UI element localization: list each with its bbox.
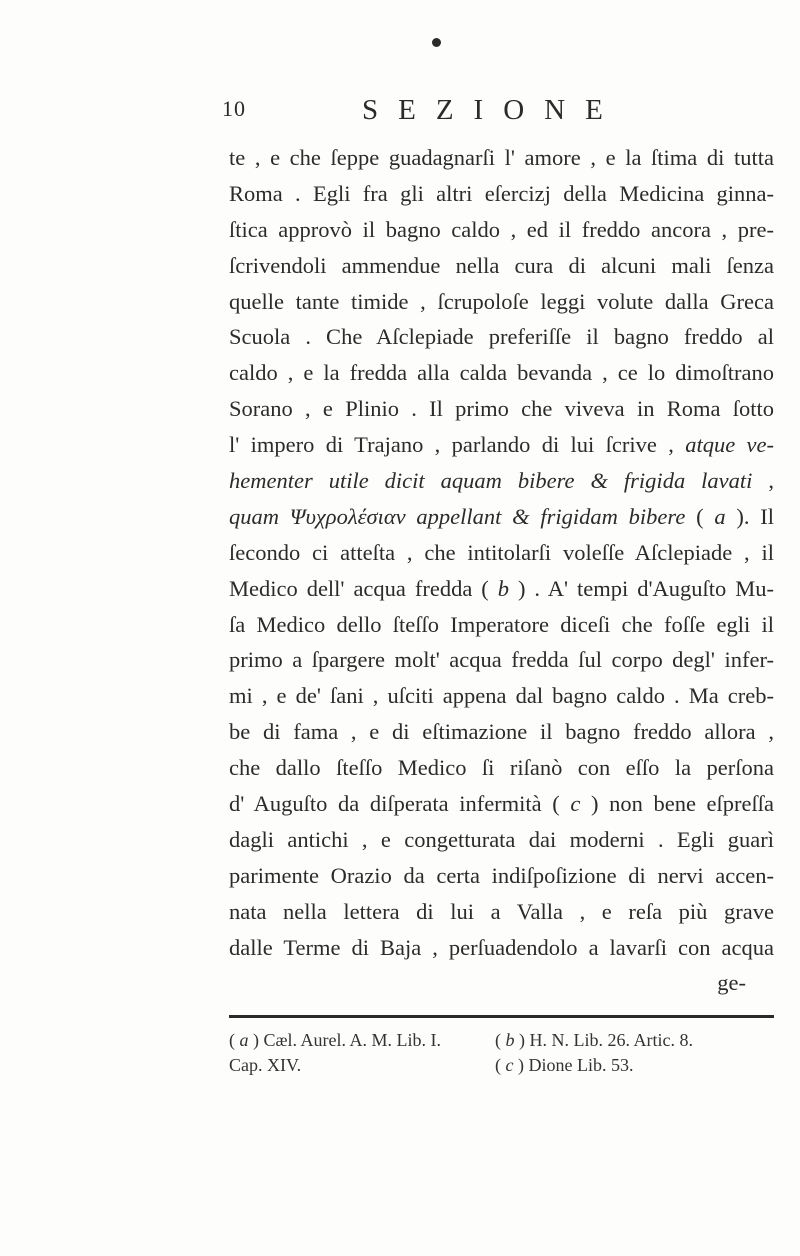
text-run: (: [495, 1055, 506, 1075]
text-run: ſcrivendoli ammendue nella cura di alcuni mali ſenza: [229, 252, 774, 278]
italic-text: a: [714, 503, 726, 529]
italic-text: c: [505, 1055, 514, 1075]
text-line: [229, 965, 774, 1001]
text-line: [229, 463, 774, 499]
footnote-line: [229, 1028, 479, 1053]
text-run: caldo , e la fredda alla calda bevanda , ce lo dimoſtrano: [229, 360, 774, 386]
italic-text: c: [570, 791, 581, 817]
text-line: [229, 427, 774, 463]
text-line: [229, 607, 774, 643]
ink-dot: [432, 38, 441, 47]
text-run: ) non bene eſpreſſa: [580, 791, 774, 817]
text-run: ) . A' tempi d'Auguſto Mu-: [509, 575, 774, 601]
text-line: [229, 284, 774, 320]
text-line: [229, 391, 774, 427]
italic-text: hementer utile dicit aquam bibere & frigida lavati: [229, 468, 753, 494]
text-line: [229, 319, 774, 355]
text-run: nata nella lettera di lui a Valla , e reſa più grave: [229, 898, 774, 924]
text-run: dagli antichi , e congetturata dai moderni . Egli guarì: [229, 826, 774, 852]
text-line: [229, 678, 774, 714]
italic-text: quam Ψυχρολέσιαν appellant & frigidam bibere: [229, 503, 686, 529]
text-run: dalle Terme di Baja , perſuadendolo a lavarſi con acqua: [229, 934, 774, 960]
text-run: primo a ſpargere molt' acqua fredda ſul corpo degl' infer-: [229, 647, 774, 673]
text-run: ge-: [717, 970, 746, 996]
italic-text: a: [239, 1030, 249, 1050]
text-line: [229, 858, 774, 894]
footnote-line: [495, 1053, 785, 1078]
text-line: [229, 786, 774, 822]
footnotes-right: [495, 1028, 785, 1078]
text-line: [229, 212, 774, 248]
text-line: [229, 248, 774, 284]
text-run: (: [685, 503, 715, 529]
footnotes-left: [229, 1028, 479, 1078]
text-run: l' impero di Trajano , parlando di lui ſcrive ,: [229, 432, 686, 458]
text-run: ,: [752, 468, 774, 494]
page-number: 10: [222, 96, 246, 121]
text-run: ſecondo ci atteſta , che intitolarſi voleſſe Aſclepiade , il: [229, 539, 774, 565]
text-run: Sorano , e Plinio . Il primo che viveva in Roma ſotto: [229, 396, 774, 422]
text-run: quelle tante timide , ſcrupoloſe leggi volute dalla Greca: [229, 288, 774, 314]
text-run: ) Cæl. Aurel. A. M. Lib. I.: [248, 1030, 441, 1050]
text-run: te , e che ſeppe guadagnarſi l' amore , e la ſtima di tutta: [229, 145, 774, 170]
text-run: be di fama , e di eſtimazione il bagno freddo allora ,: [229, 719, 774, 745]
body-text: [229, 140, 774, 1001]
text-line: [229, 535, 774, 571]
text-run: Cap. XIV.: [229, 1055, 302, 1075]
text-line: [229, 894, 774, 930]
text-run: ). Il: [725, 503, 774, 529]
footnote-rule: [229, 1015, 774, 1018]
running-head: [222, 94, 623, 130]
text-line: [229, 176, 774, 212]
text-line: [229, 355, 774, 391]
section-title: SEZIONE: [362, 94, 623, 126]
footnote-line: [495, 1028, 785, 1053]
text-line: [229, 930, 774, 966]
text-run: ) H. N. Lib. 26. Artic. 8.: [514, 1030, 693, 1050]
text-run: Scuola . Che Aſclepiade preferiſſe il bagno freddo al: [229, 324, 774, 350]
text-line: [229, 499, 774, 535]
text-line: [229, 714, 774, 750]
text-run: ſa Medico dello ſteſſo Imperatore diceſi che foſſe egli il: [229, 611, 774, 637]
text-run: che dallo ſteſſo Medico ſi riſanò con eſſo la perſona: [229, 755, 774, 781]
text-line: [229, 822, 774, 858]
footnote-line: [229, 1053, 479, 1078]
text-run: (: [495, 1030, 506, 1050]
text-line: [229, 750, 774, 786]
text-run: ) Dione Lib. 53.: [513, 1055, 634, 1075]
text-line: [229, 140, 774, 176]
italic-text: b: [505, 1030, 515, 1050]
text-run: (: [229, 1030, 240, 1050]
italic-text: b: [497, 575, 509, 601]
text-line: [229, 571, 774, 607]
text-run: ſtica approvò il bagno caldo , ed il freddo ancora , pre-: [229, 216, 774, 242]
text-run: Roma . Egli fra gli altri eſercizj della Medicina ginna-: [229, 180, 774, 206]
italic-text: atque ve-: [685, 432, 774, 458]
text-run: mi , e de' ſani , uſciti appena dal bagno caldo . Ma creb-: [229, 683, 774, 709]
text-line: [229, 642, 774, 678]
text-run: parimente Orazio da certa indiſpoſizione di nervi accen-: [229, 862, 774, 888]
text-run: d' Auguſto da diſperata infermità (: [229, 791, 571, 817]
text-run: Medico dell' acqua fredda (: [229, 575, 498, 601]
